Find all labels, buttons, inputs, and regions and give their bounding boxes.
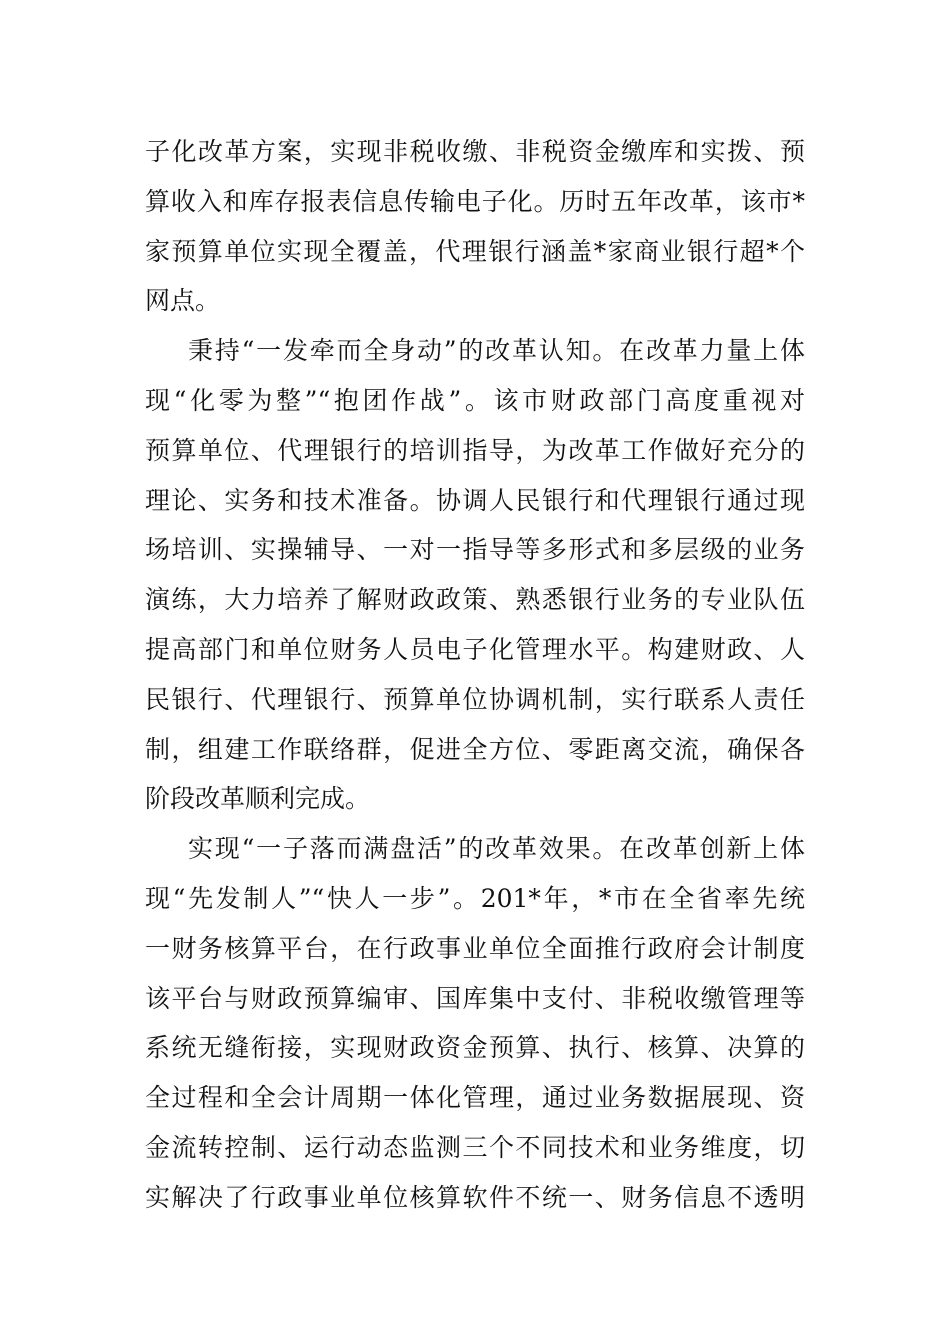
text-line: 理论、实务和技术准备。协调人民银行和代理银行通过现	[145, 485, 805, 515]
text-line: 演练，大力培养了解财政政策、熟悉银行业务的专业队伍	[145, 585, 805, 615]
text-line: 秉持“一发牵而全身动”的改革认知。在改革力量上体	[188, 336, 805, 366]
text-line: 金流转控制、运行动态监测三个不同技术和业务维度，切	[145, 1132, 805, 1162]
text-line: 阶段改革顺利完成。	[145, 784, 371, 814]
paragraph-2	[145, 326, 805, 824]
text-line: 实解决了行政事业单位核算软件不统一、财务信息不透明	[145, 1182, 805, 1212]
document-page	[145, 127, 805, 1223]
text-line: 实现“一子落而满盘活”的改革效果。在改革创新上体	[188, 834, 805, 864]
text-line: 子化改革方案，实现非税收缴、非税资金缴库和实拨、预	[145, 137, 805, 166]
text-line: 现“化零为整”“抱团作战”。该市财政部门高度重视对	[145, 385, 805, 415]
text-line: 预算单位、代理银行的培训指导，为改革工作做好充分的	[145, 435, 805, 465]
text-line: 制，组建工作联络群，促进全方位、零距离交流，确保各	[145, 734, 805, 764]
text-line: 网点。	[145, 286, 221, 316]
text-line: 一财务核算平台，在行政事业单位全面推行政府会计制度	[145, 933, 805, 963]
text-line: 场培训、实操辅导、一对一指导等多形式和多层级的业务	[145, 535, 805, 565]
text-line: 系统无缝衔接，实现财政资金预算、执行、核算、决算的	[145, 1033, 805, 1063]
paragraph-1	[145, 127, 805, 326]
text-line: 现“先发制人”“快人一步”。201*年，*市在全省率先统	[145, 883, 805, 913]
text-line: 民银行、代理银行、预算单位协调机制，实行联系人责任	[145, 684, 805, 714]
text-line: 全过程和全会计周期一体化管理，通过业务数据展现、资	[145, 1083, 805, 1113]
paragraph-3	[145, 824, 805, 1222]
text-line: 提高部门和单位财务人员电子化管理水平。构建财政、人	[145, 634, 805, 664]
text-line: 算收入和库存报表信息传输电子化。历时五年改革，该市*	[145, 186, 805, 216]
text-line: 该平台与财政预算编审、国库集中支付、非税收缴管理等	[145, 983, 805, 1013]
text-line: 家预算单位实现全覆盖，代理银行涵盖*家商业银行超*个	[145, 236, 805, 266]
